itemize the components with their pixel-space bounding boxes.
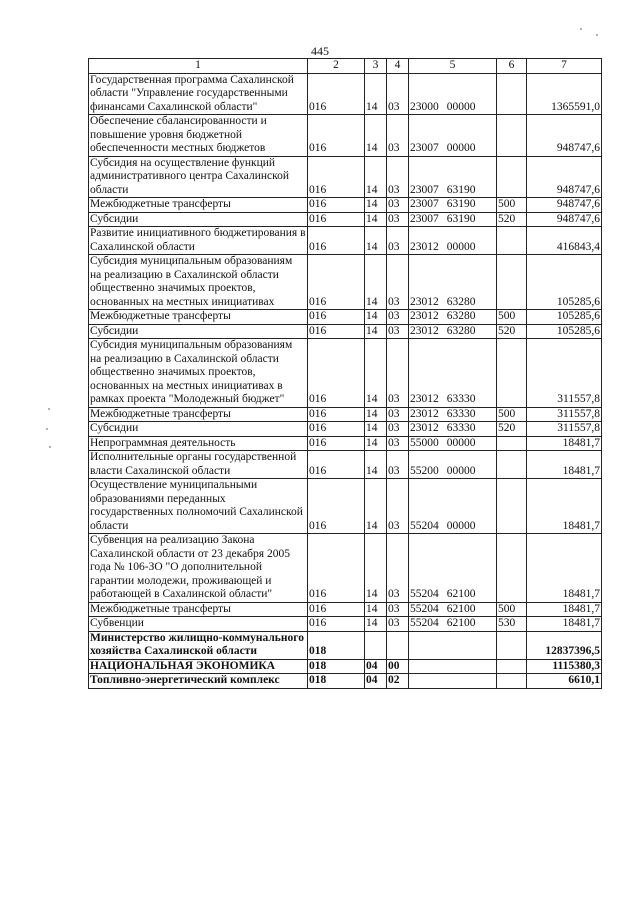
row-amount: 1365591,0 xyxy=(527,73,602,115)
column-header: 4 xyxy=(387,59,409,74)
row-expense-type xyxy=(497,436,527,451)
row-subsection: 00 xyxy=(387,659,409,674)
row-name: Субсидия муниципальным образованиям на реализацию в Сахалинской области общественно значимых проектов, основанных на местных инициативах в рамках проекта "Молодежный бюджет" xyxy=(89,339,308,408)
row-expense-type: 520 xyxy=(497,212,527,227)
row-expense-type: 500 xyxy=(497,602,527,617)
row-code: 016 xyxy=(308,212,365,227)
row-target-article xyxy=(409,227,497,255)
row-amount: 948747,6 xyxy=(527,156,602,198)
row-code: 016 xyxy=(308,115,365,157)
row-name: Непрограммная деятельность xyxy=(89,436,308,451)
row-section: 14 xyxy=(365,602,387,617)
target-article-part-1: 23012 xyxy=(410,240,439,253)
row-expense-type: 520 xyxy=(497,324,527,339)
table-row xyxy=(89,198,602,213)
row-subsection: 03 xyxy=(387,451,409,479)
row-amount: 416843,4 xyxy=(527,227,602,255)
scan-speck xyxy=(48,408,50,410)
row-target-article xyxy=(409,422,497,437)
row-expense-type: 500 xyxy=(497,198,527,213)
scan-speck xyxy=(49,446,51,448)
row-target-article xyxy=(409,631,497,659)
row-target-article xyxy=(409,255,497,310)
row-expense-type xyxy=(497,631,527,659)
row-section: 14 xyxy=(365,339,387,408)
row-code: 016 xyxy=(308,436,365,451)
row-section: 14 xyxy=(365,534,387,603)
target-article-part-1: 23000 xyxy=(410,100,439,113)
row-code: 016 xyxy=(308,602,365,617)
row-section xyxy=(365,631,387,659)
row-amount: 311557,8 xyxy=(527,339,602,408)
row-target-article xyxy=(409,115,497,157)
row-subsection xyxy=(387,631,409,659)
row-section: 14 xyxy=(365,422,387,437)
row-section: 14 xyxy=(365,212,387,227)
target-article-part-2: 00000 xyxy=(446,519,476,532)
row-subsection: 03 xyxy=(387,310,409,325)
target-article-part-1: 55204 xyxy=(410,617,439,629)
row-subsection: 03 xyxy=(387,534,409,603)
row-subsection: 03 xyxy=(387,407,409,422)
row-section: 14 xyxy=(365,451,387,479)
row-name: Межбюджетные трансферты xyxy=(89,198,308,213)
row-amount: 6610,1 xyxy=(527,674,602,689)
target-article-part-1: 55204 xyxy=(410,519,439,532)
row-name: Межбюджетные трансферты xyxy=(89,407,308,422)
column-header: 2 xyxy=(308,59,365,74)
target-article-part-1: 23007 xyxy=(410,142,439,154)
column-header: 6 xyxy=(497,59,527,74)
row-expense-type xyxy=(497,255,527,310)
row-subsection: 03 xyxy=(387,255,409,310)
target-article-part-1: 23012 xyxy=(410,422,439,434)
target-article-part-2: 00000 xyxy=(446,240,476,253)
row-target-article xyxy=(409,451,497,479)
row-section: 14 xyxy=(365,73,387,115)
table-row xyxy=(89,310,602,325)
scan-speck xyxy=(580,28,582,30)
row-name: Межбюджетные трансферты xyxy=(89,602,308,617)
target-article-part-2: 63330 xyxy=(446,407,476,420)
row-amount: 105285,6 xyxy=(527,324,602,339)
target-article-part-2: 00000 xyxy=(446,464,476,477)
row-target-article xyxy=(409,602,497,617)
row-amount: 948747,6 xyxy=(527,198,602,213)
row-code: 016 xyxy=(308,617,365,632)
row-section: 14 xyxy=(365,617,387,632)
row-target-article xyxy=(409,156,497,198)
row-name: Обеспечение сбалансированности и повышение уровня бюджетной обеспеченности местных бюджетов xyxy=(89,115,308,157)
row-subsection: 03 xyxy=(387,198,409,213)
row-section: 14 xyxy=(365,115,387,157)
row-target-article xyxy=(409,310,497,325)
target-article-part-2: 00000 xyxy=(446,142,476,154)
row-name: Субвенции xyxy=(89,617,308,632)
row-subsection: 03 xyxy=(387,436,409,451)
row-target-article xyxy=(409,659,497,674)
row-name: Развитие инициативного бюджетирования в Сахалинской области xyxy=(90,227,306,253)
target-article-part-1: 23007 xyxy=(410,212,439,225)
target-article-part-2: 63280 xyxy=(446,324,476,337)
row-subsection: 03 xyxy=(387,339,409,408)
row-amount: 18481,7 xyxy=(527,436,602,451)
row-subsection: 03 xyxy=(387,602,409,617)
row-target-article xyxy=(409,407,497,422)
row-expense-type xyxy=(497,659,527,674)
target-article-part-2: 62100 xyxy=(446,617,476,629)
row-section: 14 xyxy=(365,479,387,534)
row-expense-type xyxy=(497,156,527,198)
column-header: 7 xyxy=(527,59,602,74)
row-amount: 105285,6 xyxy=(527,255,602,310)
target-article-part-2: 63190 xyxy=(446,198,476,210)
table-row xyxy=(89,156,602,198)
row-target-article xyxy=(409,73,497,115)
row-section: 14 xyxy=(365,198,387,213)
row-target-article xyxy=(409,212,497,227)
row-target-article xyxy=(409,534,497,603)
row-section: 14 xyxy=(365,255,387,310)
table-row xyxy=(89,339,602,408)
budget-table xyxy=(88,58,602,689)
row-section: 14 xyxy=(365,156,387,198)
row-name: НАЦИОНАЛЬНАЯ ЭКОНОМИКА xyxy=(89,659,308,674)
row-code: 016 xyxy=(308,534,365,603)
row-subsection: 03 xyxy=(387,73,409,115)
row-section: 14 xyxy=(365,324,387,339)
row-target-article xyxy=(409,674,497,689)
table-row xyxy=(89,479,602,534)
row-code: 016 xyxy=(308,156,365,198)
row-amount: 948747,6 xyxy=(527,212,602,227)
row-section: 14 xyxy=(365,227,387,255)
row-name: Топливно-энергетический комплекс xyxy=(89,674,308,689)
row-name: Субсидии xyxy=(89,422,308,437)
row-target-article xyxy=(409,198,497,213)
target-article-part-2: 63190 xyxy=(446,183,476,196)
target-article-part-2: 63280 xyxy=(446,295,476,308)
row-section: 04 xyxy=(365,659,387,674)
row-name: Субсидия муниципальным образованиям на реализацию в Сахалинской области общественно значимых проектов, основанных на местных инициативах xyxy=(89,255,308,310)
row-expense-type xyxy=(497,339,527,408)
row-name: Субвенция на реализацию Закона Сахалинской области от 23 декабря 2005 года № 106-ЗО "О дополнительной гарантии молодежи, проживающей и работающей в Сахалинской области" xyxy=(89,534,308,603)
row-subsection: 03 xyxy=(387,115,409,157)
table-row xyxy=(89,659,602,674)
target-article-part-1: 55204 xyxy=(410,602,439,615)
row-amount: 311557,8 xyxy=(527,422,602,437)
row-code: 016 xyxy=(308,73,365,115)
row-subsection: 03 xyxy=(387,156,409,198)
row-section: 14 xyxy=(365,436,387,451)
row-target-article xyxy=(409,617,497,632)
target-article-part-1: 23012 xyxy=(410,310,439,322)
row-target-article xyxy=(409,479,497,534)
row-code: 018 xyxy=(308,674,365,689)
table-row xyxy=(89,451,602,479)
table-row xyxy=(89,674,602,689)
target-article-part-1: 23007 xyxy=(410,198,439,210)
table-row xyxy=(89,115,602,157)
table-row xyxy=(89,73,602,115)
scan-speck xyxy=(46,428,48,430)
table-row xyxy=(89,436,602,451)
row-target-article xyxy=(409,436,497,451)
row-amount: 18481,7 xyxy=(527,534,602,603)
row-name: Субсидия на осуществление функций административного центра Сахалинской области xyxy=(89,156,308,198)
row-expense-type: 520 xyxy=(497,422,527,437)
row-section: 14 xyxy=(365,310,387,325)
row-name: Министерство жилищно-коммунального хозяйства Сахалинской области xyxy=(89,631,308,659)
row-name: Осуществление муниципальными образованиями переданных государственных полномочий Сахалинской области xyxy=(89,479,308,534)
row-code: 016 xyxy=(308,324,365,339)
row-expense-type xyxy=(497,115,527,157)
target-article-part-1: 23012 xyxy=(410,324,439,337)
row-expense-type xyxy=(497,73,527,115)
column-header: 5 xyxy=(409,59,497,74)
table-row xyxy=(89,324,602,339)
row-code: 016 xyxy=(308,479,365,534)
table-row xyxy=(89,255,602,310)
row-code: 016 xyxy=(308,255,365,310)
row-subsection: 03 xyxy=(387,617,409,632)
row-amount: 18481,7 xyxy=(527,617,602,632)
row-target-article xyxy=(409,339,497,408)
row-code: 016 xyxy=(308,310,365,325)
column-header: 1 xyxy=(89,59,308,74)
page-number: 445 xyxy=(311,44,329,58)
row-target-article xyxy=(409,324,497,339)
table-row xyxy=(89,212,602,227)
row-expense-type: 500 xyxy=(497,407,527,422)
table-row xyxy=(89,407,602,422)
target-article-part-1: 55200 xyxy=(410,464,439,477)
row-amount: 311557,8 xyxy=(527,407,602,422)
row-expense-type xyxy=(497,479,527,534)
row-name: Межбюджетные трансферты xyxy=(89,310,308,325)
row-expense-type: 530 xyxy=(497,617,527,632)
row-name: Исполнительные органы государственной власти Сахалинской области xyxy=(89,451,308,479)
target-article-part-1: 23012 xyxy=(410,407,439,420)
row-expense-type xyxy=(497,534,527,603)
table-row xyxy=(89,617,602,632)
row-name: Государственная программа Сахалинской области "Управление государственными финансами Сахалинской области" xyxy=(89,73,308,115)
target-article-part-1: 23012 xyxy=(410,393,439,405)
row-code: 016 xyxy=(308,339,365,408)
target-article-part-1: 55204 xyxy=(410,588,439,600)
table-row xyxy=(89,534,602,603)
target-article-part-1: 23007 xyxy=(410,183,439,196)
target-article-part-2: 63330 xyxy=(446,422,476,434)
scan-speck xyxy=(596,34,598,36)
target-article-part-2: 62100 xyxy=(446,588,476,600)
target-article-part-1: 23012 xyxy=(410,295,439,308)
row-section: 14 xyxy=(365,407,387,422)
row-amount: 12837396,5 xyxy=(527,631,602,659)
target-article-part-2: 63280 xyxy=(446,310,476,322)
row-expense-type xyxy=(497,451,527,479)
target-article-part-2: 63330 xyxy=(446,393,476,405)
row-subsection: 03 xyxy=(387,324,409,339)
row-expense-type xyxy=(497,674,527,689)
row-amount: 18481,7 xyxy=(527,479,602,534)
row-amount: 18481,7 xyxy=(527,602,602,617)
target-article-part-1: 55000 xyxy=(410,436,439,449)
column-header: 3 xyxy=(365,59,387,74)
target-article-part-2: 63190 xyxy=(446,212,476,225)
row-code: 018 xyxy=(308,659,365,674)
target-article-part-2: 00000 xyxy=(446,436,476,449)
table-row xyxy=(89,602,602,617)
row-name: Субсидии xyxy=(89,212,308,227)
row-subsection: 03 xyxy=(387,479,409,534)
row-subsection: 03 xyxy=(387,212,409,227)
row-section: 04 xyxy=(365,674,387,689)
row-amount: 948747,6 xyxy=(527,115,602,157)
table-row xyxy=(89,422,602,437)
row-amount: 18481,7 xyxy=(527,451,602,479)
header-row xyxy=(89,59,602,74)
target-article-part-2: 62100 xyxy=(446,602,476,615)
row-expense-type xyxy=(497,227,527,255)
row-expense-type: 500 xyxy=(497,310,527,325)
table-row xyxy=(89,227,602,255)
row-code: 016 xyxy=(308,422,365,437)
row-amount: 105285,6 xyxy=(527,310,602,325)
target-article-part-2: 00000 xyxy=(446,100,476,113)
row-code: 016 xyxy=(308,198,365,213)
row-code: 018 xyxy=(308,631,365,659)
row-subsection: 03 xyxy=(387,422,409,437)
row-code: 016 xyxy=(308,407,365,422)
row-code: 016 xyxy=(308,451,365,479)
row-amount: 1115380,3 xyxy=(527,659,602,674)
row-subsection: 02 xyxy=(387,674,409,689)
table-row xyxy=(89,631,602,659)
row-name: Субсидии xyxy=(89,324,308,339)
row-subsection: 03 xyxy=(387,227,409,255)
row-code: 016 xyxy=(308,227,365,255)
